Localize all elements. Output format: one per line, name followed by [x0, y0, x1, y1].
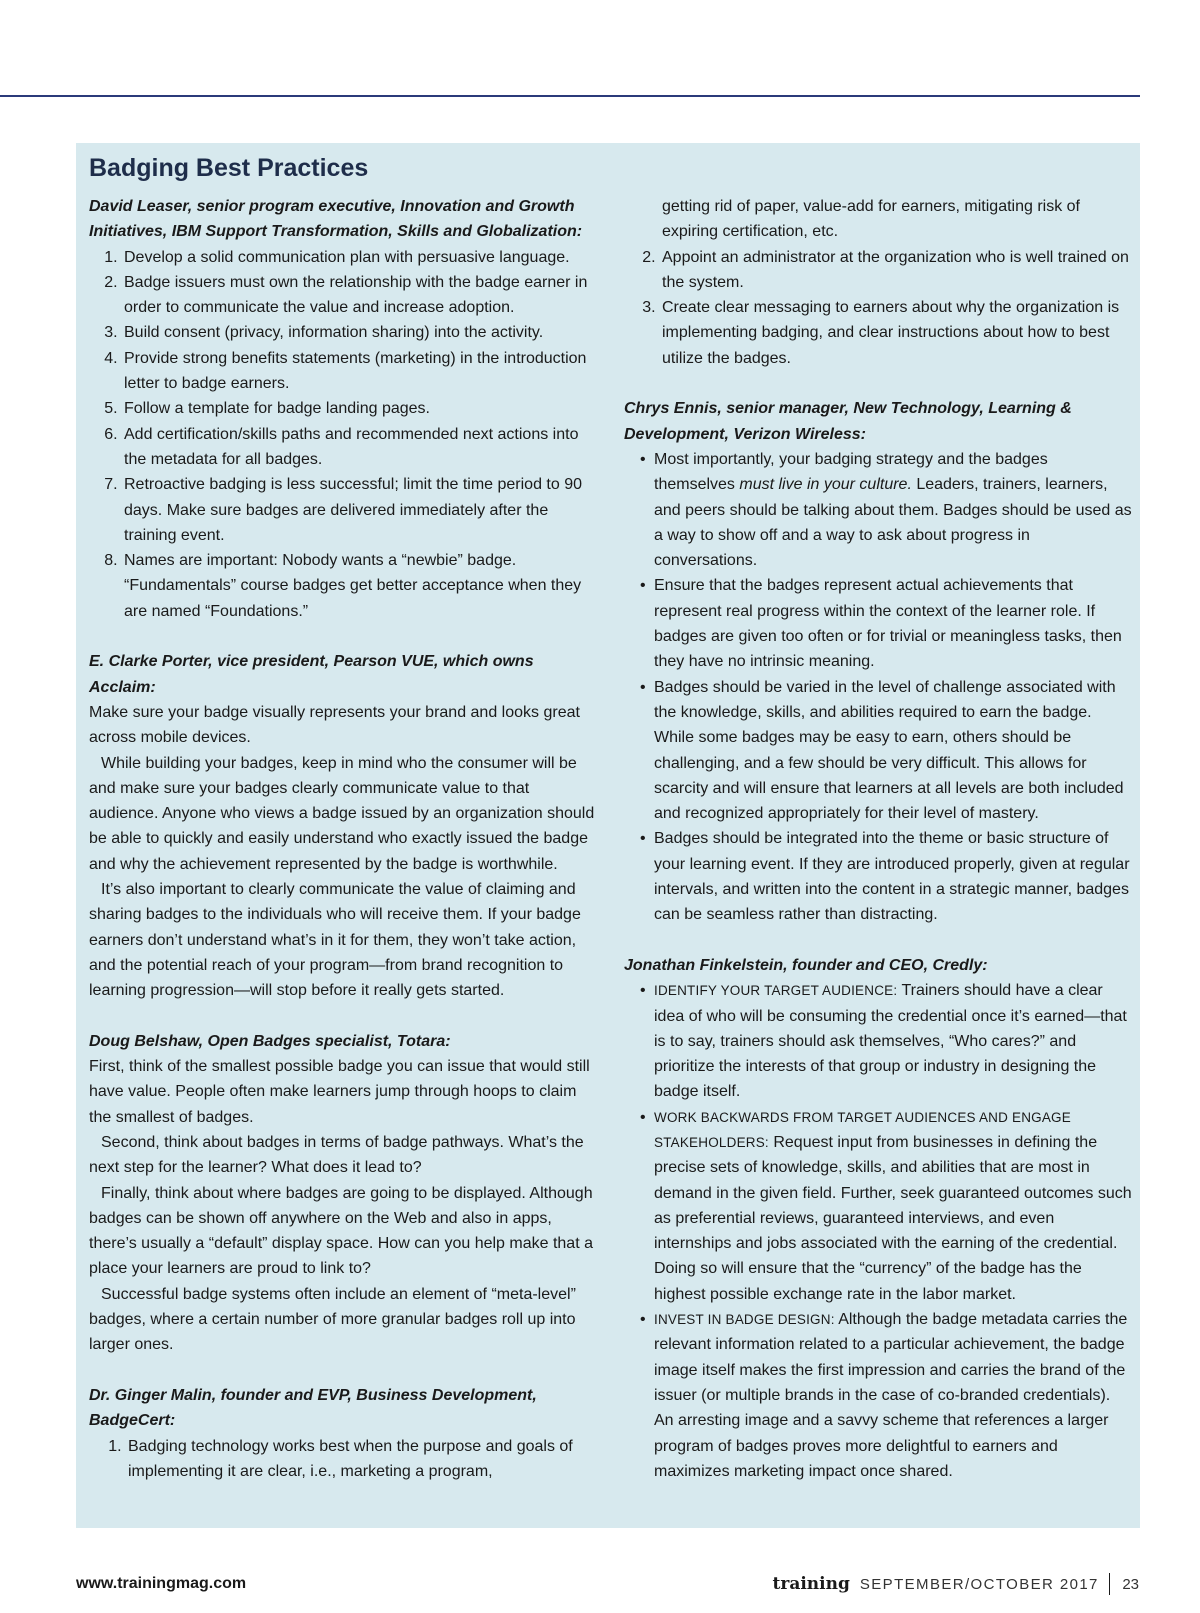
- ennis-attribution: Chrys Ennis, senior manager, New Technology, Learning & Development, Verizon Wireless:: [624, 400, 1072, 443]
- finkelstein-list: [624, 978, 1132, 1484]
- porter-paragraph: While building your badges, keep in mind who the consumer will be and make sure your badges clearly communicate value to that audience. Anyone who views a badge issued by an organization should be able to quickly and easily understand who exactly issued the badge and why the achievement represented by the badge is worthwhile.: [89, 754, 595, 873]
- belshaw-paragraph: First, think of the smallest possible badge you can issue that would still have value. People often make learners jump through hoops to claim the smallest of badges.: [89, 1058, 590, 1126]
- belshaw-attribution: Doug Belshaw, Open Badges specialist, Totara:: [89, 1032, 451, 1050]
- malin-item-continued: getting rid of paper, value-add for earners, mitigating risk of expiring certification, etc.: [662, 198, 1080, 241]
- right-column: [624, 194, 1132, 1484]
- sidebar-box: [76, 143, 1140, 1528]
- porter-attribution: E. Clarke Porter, vice president, Pearson VUE, which owns Acclaim:: [89, 653, 534, 696]
- belshaw-paragraph: Finally, think about where badges are going to be displayed. Although badges can be shown off anywhere on the Web and also in apps, there’s usually a “default” display space. How can you help make that a place your learners are proud to link to?: [89, 1184, 593, 1278]
- list-item: 3. Create clear messaging to earners about why the organization is implementing badging, and clear instructions about how to best utilize the badges.: [660, 295, 1132, 371]
- list-item: 3. Build consent (privacy, information sharing) into the activity.: [122, 320, 595, 345]
- left-column: [89, 194, 595, 1484]
- folio-divider: [1109, 1573, 1111, 1595]
- malin-attribution: Dr. Ginger Malin, founder and EVP, Business Development, BadgeCert:: [89, 1386, 537, 1430]
- ennis-list: [624, 447, 1132, 928]
- leaser-list: [89, 245, 595, 624]
- malin-list: [89, 1434, 595, 1485]
- list-item: 2. Badge issuers must own the relationship with the badge earner in order to communicate the value and increase adoption.: [122, 270, 595, 321]
- list-item: • IDENTIFY YOUR TARGET AUDIENCE: Trainers should have a clear idea of who will be consuming the credential once it’s earned—that is to say, trainers should ask themselves, “Who cares?” and prioritize the interests of that group or industry in designing the badge itself.: [640, 982, 1127, 1101]
- list-item: • Badges should be integrated into the theme or basic structure of your learning event. If they are introduced properly, given at regular intervals, and written into the content in a strategic manner, badges can be seamless rather than distracting.: [640, 830, 1130, 924]
- magazine-name: training: [772, 1574, 850, 1594]
- page-number: 23: [1122, 1575, 1139, 1593]
- list-item: 5. Follow a template for badge landing pages.: [122, 396, 595, 421]
- footer-url: www.trainingmag.com: [76, 1575, 247, 1592]
- header-rule: [0, 95, 1140, 97]
- list-item: 1. Develop a solid communication plan with persuasive language.: [122, 245, 595, 270]
- list-item: 8. Names are important: Nobody wants a “newbie” badge. “Fundamentals” course badges get better acceptance when they are named “Foundations.”: [122, 548, 595, 624]
- leaser-attribution: David Leaser, senior program executive, Innovation and Growth Initiatives, IBM Support Transformation, Skills and Globalization:: [89, 198, 583, 241]
- list-item: 7. Retroactive badging is less successful; limit the time period to 90 days. Make sure badges are delivered immediately after the training event.: [122, 472, 595, 548]
- belshaw-paragraph: Successful badge systems often include an element of “meta-level” badges, where a certain number of more granular badges roll up into larger ones.: [89, 1285, 576, 1354]
- list-item: 4. Provide strong benefits statements (marketing) in the introduction letter to badge earners.: [122, 346, 595, 397]
- list-item: • WORK BACKWARDS FROM TARGET AUDIENCES AND ENGAGE STAKEHOLDERS: Request input from businesses in defining the precise sets of knowledge, skills, and abilities that are most in demand in the given field. Further, seek guaranteed outcomes such as preferential reviews, guaranteed interviews, and even internships and jobs associated with the earning of the credential. Doing so will ensure that the “currency” of the badge has the highest possible exchange rate in the labor market.: [640, 1108, 1132, 1303]
- malin-list-continued: [624, 245, 1132, 371]
- list-item: 2. Appoint an administrator at the organization who is well trained on the system.: [660, 245, 1132, 296]
- porter-paragraph: It’s also important to clearly communicate the value of claiming and sharing badges to the individuals who will receive them. If your badge earners don’t understand what’s in it for them, they won’t take action, and the potential reach of your program—from brand recognition to learning progression—will stop before it really gets started.: [89, 881, 581, 1000]
- list-item: • Most importantly, your badging strategy and the badges themselves must live in your culture. Leaders, trainers, learners, and peers should be talking about them. Badges should be used as a way to show off and a way to ask about progress in conversations.: [640, 450, 1132, 570]
- finkelstein-attribution: Jonathan Finkelstein, founder and CEO, Credly:: [624, 956, 988, 974]
- list-item: 1. Badging technology works best when the purpose and goals of implementing it are clear, i.e., marketing a program,: [126, 1434, 595, 1485]
- porter-paragraph: Make sure your badge visually represents your brand and looks great across mobile devices.: [89, 703, 580, 747]
- list-item: 6. Add certification/skills paths and recommended next actions into the metadata for all badges.: [122, 422, 595, 473]
- list-item: • Badges should be varied in the level of challenge associated with the knowledge, skills, and abilities required to earn the badge. While some badges may be easy to earn, others should be challenging, and a few should be very difficult. This allows for scarcity and will ensure that learners at all levels are both included and recognized appropriately for their level of mastery.: [640, 678, 1124, 823]
- list-item: • INVEST IN BADGE DESIGN: Although the badge metadata carries the relevant information related to a particular achievement, the badge image itself makes the first impression and carries the brand of the issuer (or multiple brands in the case of co-branded credentials). An arresting image and a savvy scheme that references a larger program of badges proves more delightful to earners and maximizes marketing impact once shared.: [640, 1311, 1128, 1480]
- box-title: Badging Best Practices: [89, 154, 369, 182]
- list-item: • Ensure that the badges represent actual achievements that represent real progress within the context of the learner role. If badges are given too often or for trivial or meaningless tasks, then they have no intrinsic meaning.: [640, 577, 1122, 671]
- issue-date: SEPTEMBER/OCTOBER 2017: [859, 1575, 1099, 1593]
- belshaw-paragraph: Second, think about badges in terms of badge pathways. What’s the next step for the learner? What does it lead to?: [89, 1133, 584, 1177]
- footer-folio: [773, 1573, 1139, 1595]
